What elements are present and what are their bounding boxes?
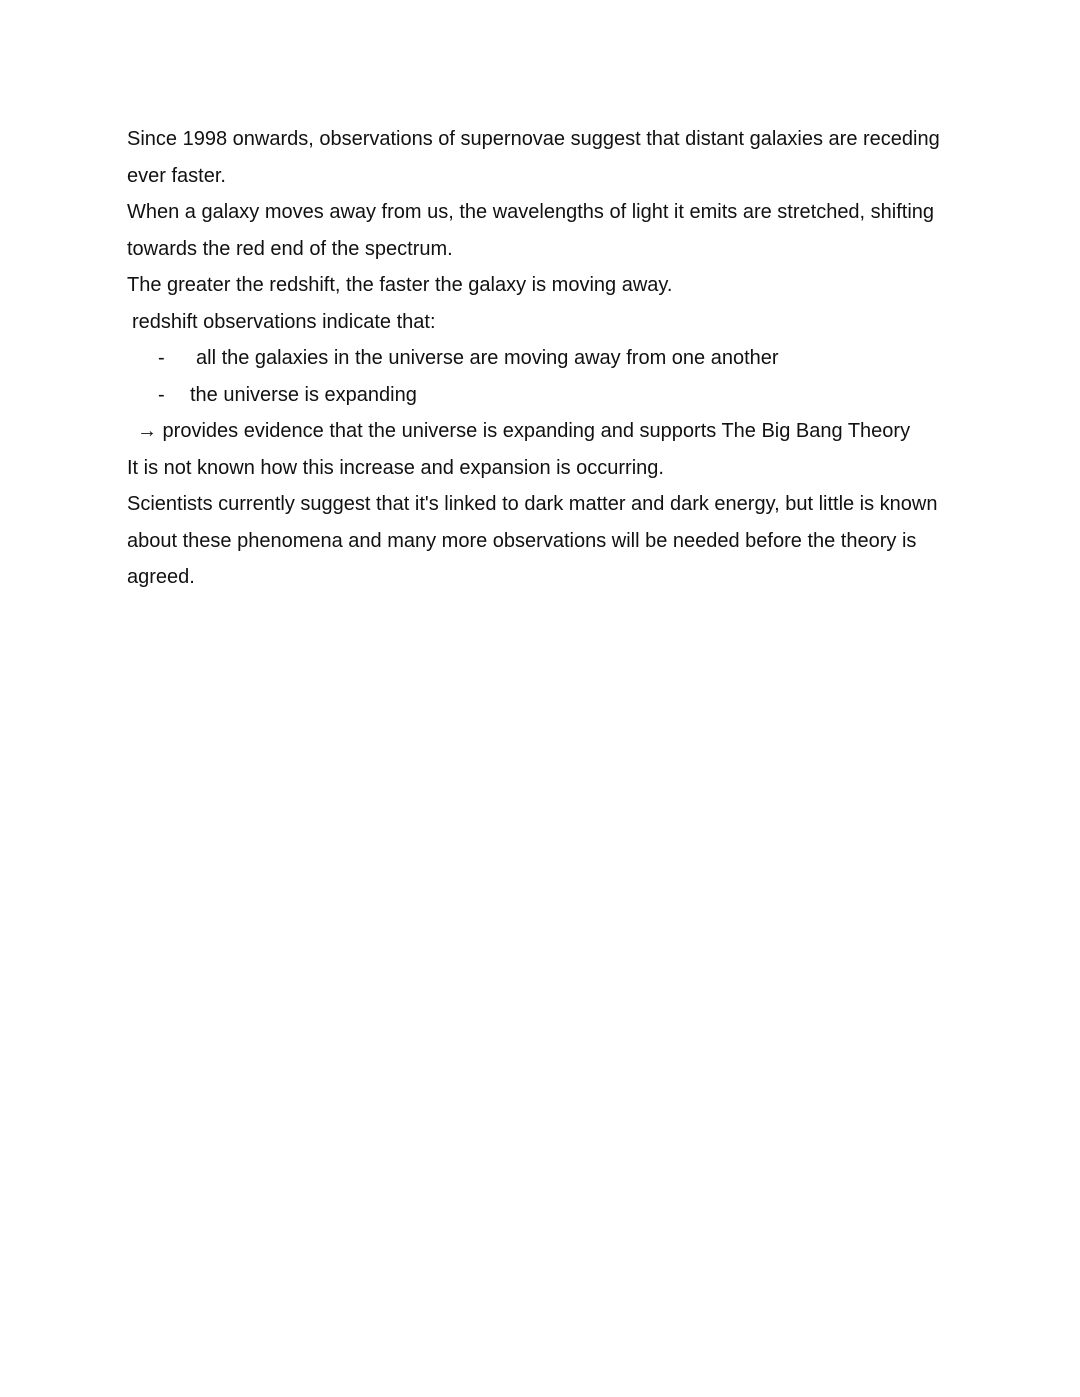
paragraph-line: ever faster.	[127, 164, 226, 187]
paragraph-line: Scientists currently suggest that it's linked to dark matter and dark energy, but little is known	[127, 493, 938, 515]
conclusion-line: → provides evidence that the universe is expanding and supports The Big Bang Theory	[137, 420, 911, 442]
list-marker: -	[158, 383, 165, 406]
paragraph-line: Since 1998 onwards, observations of supernovae suggest that distant galaxies are receding	[127, 128, 940, 150]
paragraph-line: about these phenomena and many more observations will be needed before the theory is	[127, 529, 917, 552]
paragraph-line: The greater the redshift, the faster the galaxy is moving away.	[127, 274, 673, 296]
list-item	[127, 377, 947, 414]
list-item-text: all the galaxies in the universe are moving away from one another	[196, 347, 779, 369]
list-item	[127, 340, 947, 377]
paragraph-line: When a galaxy moves away from us, the wavelengths of light it emits are stretched, shifting	[127, 201, 935, 223]
list-intro: redshift observations indicate that:	[132, 310, 436, 333]
list-item-text: the universe is expanding	[190, 383, 417, 406]
paragraph-line: It is not known how this increase and expansion is occurring.	[127, 456, 664, 479]
paragraph-line: agreed.	[127, 566, 195, 588]
list-marker: -	[158, 347, 165, 369]
document-body	[127, 121, 947, 596]
paragraph-line: towards the red end of the spectrum.	[127, 237, 453, 260]
